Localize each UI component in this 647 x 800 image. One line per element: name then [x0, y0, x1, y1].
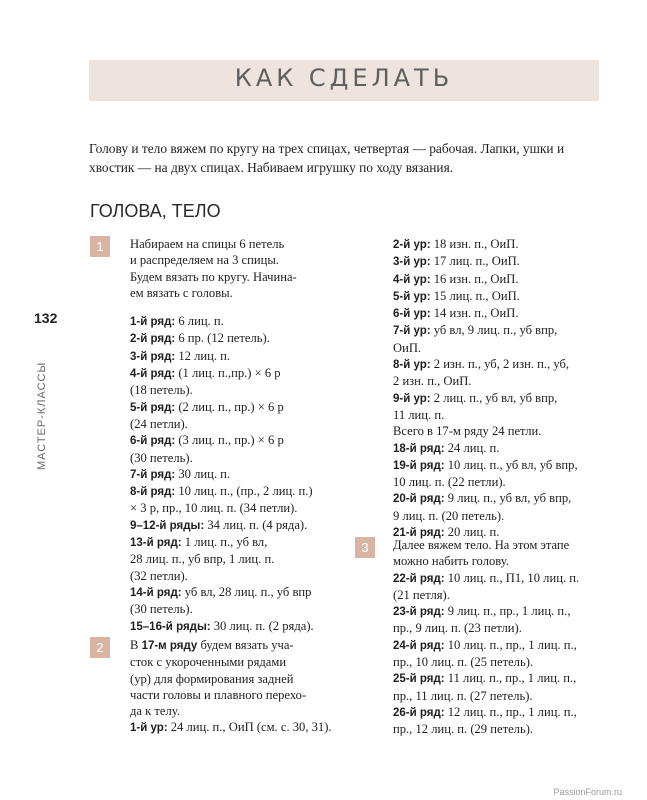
row-label: 2-й ур: — [393, 239, 431, 251]
row-text: 10 лиц. п., (пр., 2 лиц. п.) × 3 р, пр., 10 лиц. п. (34 петли). — [130, 484, 313, 516]
row-text: 34 лиц. п. (4 ряда). — [204, 517, 308, 532]
row-label: 6-й ряд: — [130, 435, 176, 448]
instruction-row — [130, 618, 360, 635]
instruction-row — [130, 719, 360, 736]
step-1-intro: Набираем на спицы 6 петель и распределяем на 3 спицы. Будем вязать по кругу. Начина- ем вязать с головы. — [130, 237, 297, 300]
row-text: 9 лиц. п., уб вл, уб впр, 9 лиц. п. (20 петель). — [393, 491, 572, 523]
header-banner — [89, 60, 599, 101]
row-text: 12 лиц. п. — [175, 348, 231, 363]
instruction-row — [393, 356, 608, 390]
row-label: 2-й ряд: — [130, 333, 176, 346]
row-label: 7-й ур: — [393, 325, 431, 338]
instruction-row — [393, 322, 608, 356]
row-text: 2 изн. п., уб, 2 изн. п., уб, 2 изн. п., ОиП. — [393, 357, 570, 389]
step-2-pre: В — [130, 638, 142, 652]
row-text: 6 пр. (12 петель). — [175, 331, 270, 346]
row-label: 26-й ряд: — [393, 706, 445, 719]
row-label: 15–16-й ряды: — [130, 620, 211, 633]
instruction-row — [130, 365, 360, 399]
row-label: 1-й ур: — [130, 722, 168, 735]
row-text: 17 лиц. п., ОиП. — [430, 254, 520, 269]
row-label: 22-й ряд: — [393, 572, 445, 585]
row-label: 1-й ряд: — [130, 316, 176, 329]
row-label: 8-й ряд: — [130, 486, 176, 499]
row-text: 24 лиц. п. — [444, 440, 500, 455]
instruction-row — [393, 305, 608, 322]
step-1-badge: 1 — [90, 236, 110, 257]
row-label: 4-й ряд: — [130, 368, 176, 381]
instruction-row — [393, 670, 608, 704]
row-label: 8-й ур: — [393, 359, 431, 372]
instruction-row — [130, 517, 360, 534]
row-text: 1 лиц. п., уб вл, 28 лиц. п., уб впр, 1 лиц. п. (32 петли). — [130, 535, 275, 583]
instruction-row — [393, 570, 608, 604]
section-title: ГОЛОВА, ТЕЛО — [90, 201, 221, 221]
row-label: 5-й ряд: — [130, 401, 176, 414]
row-text: 9 лиц. п., пр., 1 лиц. п., пр., 9 лиц. п. (23 петли). — [393, 604, 571, 636]
step-3-block — [393, 537, 608, 738]
row-text: 14 изн. п., ОиП. — [430, 306, 519, 321]
instruction-row — [393, 440, 608, 457]
step-2-post: будем вязать уча- сток с укороченными рядами (ур) для формирования задней части головы и плавного перехо- да к телу. — [130, 638, 307, 719]
row-label: 25-й ряд: — [393, 673, 445, 686]
row-label: 24-й ряд: — [393, 639, 445, 652]
row-text: 10 лиц. п., уб вл, уб впр, 10 лиц. п. (22 петли). — [393, 457, 578, 490]
row-label: 23-й ряд: — [393, 606, 445, 619]
step-2-bold: 17-м ряду — [141, 640, 198, 652]
row-text: 2 лиц. п., уб вл, уб впр, 11 лиц. п. — [393, 390, 558, 422]
instruction-row — [130, 330, 360, 347]
row-text: уб вл, 9 лиц. п., уб впр, ОиП. — [393, 323, 558, 355]
row-label: 6-й ур: — [393, 308, 431, 321]
row-label: 9-й ур: — [393, 392, 431, 405]
row-text: 11 лиц. п., пр., 1 лиц. п., пр., 11 лиц. п. (27 петель). — [393, 671, 577, 703]
row-label: 5-й ур: — [393, 290, 431, 303]
step-3-badge: 3 — [355, 537, 375, 558]
step-2-badge: 2 — [90, 637, 110, 658]
page-title: КАК СДЕЛАТЬ — [234, 64, 454, 92]
instruction-row — [130, 483, 360, 517]
instruction-row — [130, 348, 360, 365]
instruction-row — [393, 704, 608, 738]
row-text: 10 лиц. п., пр., 1 лиц. п., пр., 10 лиц. п. (25 петель). — [393, 637, 577, 670]
instruction-row — [393, 288, 608, 305]
row-text: 18 изн. п., ОиП. — [430, 237, 519, 251]
step-2-intro — [130, 637, 360, 719]
row-text: (2 лиц. п., пр.) × 6 р (24 петли). — [130, 399, 284, 431]
row-text: (1 лиц. п.,пр.) × 6 р (18 петель). — [130, 366, 281, 398]
row-label: 20-й ряд: — [393, 493, 445, 506]
instruction-row — [393, 236, 608, 253]
row-text: 20 лиц. п. — [444, 525, 500, 540]
instruction-row — [130, 399, 360, 433]
instruction-row — [130, 534, 360, 584]
instruction-row — [393, 253, 608, 270]
row-text: 10 лиц. п., П1, 10 лиц. п. (21 петля). — [393, 570, 580, 602]
side-label: МАСТЕР-КЛАССЫ — [36, 361, 48, 470]
step-1-block — [130, 236, 360, 635]
row-label: 4-й ур: — [393, 273, 431, 286]
row-label: 7-й ряд: — [130, 468, 176, 481]
instruction-row — [130, 313, 360, 330]
step-2-rows — [130, 719, 360, 736]
row-label: 3-й ряд: — [130, 350, 176, 363]
page-number: 132 — [34, 310, 58, 326]
row-text: уб вл, 28 лиц. п., уб впр (30 петель). — [130, 584, 312, 617]
row-text: 16 изн. п., ОиП. — [430, 271, 519, 286]
row-label: 19-й ряд: — [393, 459, 445, 472]
step-3-intro: Далее вяжем тело. На этом этапе можно набить голову. — [393, 538, 570, 569]
row-text: 30 лиц. п. — [175, 466, 231, 481]
instruction-row — [393, 490, 608, 524]
row-label: 9–12-й ряды: — [130, 519, 205, 532]
instruction-row — [393, 390, 608, 424]
row-label: 3-й ур: — [393, 256, 431, 269]
row-label: 18-й ряд: — [393, 442, 445, 455]
instruction-row — [393, 637, 608, 671]
instruction-row — [130, 432, 360, 466]
col2-block — [393, 236, 608, 541]
row-text: Всего в 17-м ряду 24 петли. — [393, 424, 542, 439]
row-label: 14-й ряд: — [130, 586, 182, 599]
row-text: 12 лиц. п., пр., 1 лиц. п., пр., 12 лиц. п. (29 петель). — [393, 704, 577, 737]
instruction-row — [393, 457, 608, 491]
step-3-rows — [393, 570, 608, 738]
row-text: 6 лиц. п. — [175, 314, 224, 329]
row-text: 24 лиц. п., ОиП (см. с. 30, 31). — [167, 720, 332, 735]
step-2-block — [130, 637, 360, 737]
row-label: 13-й ряд: — [130, 537, 182, 550]
col2-rows — [393, 236, 608, 541]
instruction-row — [393, 271, 608, 288]
intro-paragraph: Голову и тело вяжем по кругу на трех спицах, четвертая — рабочая. Лапки, ушки и хвостик — на двух спицах. Набиваем игрушку по ходу вязания. — [89, 141, 565, 175]
instruction-row — [393, 423, 608, 439]
instruction-row — [130, 584, 360, 618]
row-text: 30 лиц. п. (2 ряда). — [210, 618, 314, 633]
col1-rows — [130, 313, 360, 635]
instruction-row — [130, 466, 360, 483]
watermark: PassionForum.ru — [553, 787, 622, 797]
row-text: 15 лиц. п., ОиП. — [430, 288, 520, 303]
row-label: 21-й ряд: — [393, 527, 445, 540]
row-text: (3 лиц. п., пр.) × 6 р (30 петель). — [130, 433, 284, 465]
instruction-row — [393, 603, 608, 637]
